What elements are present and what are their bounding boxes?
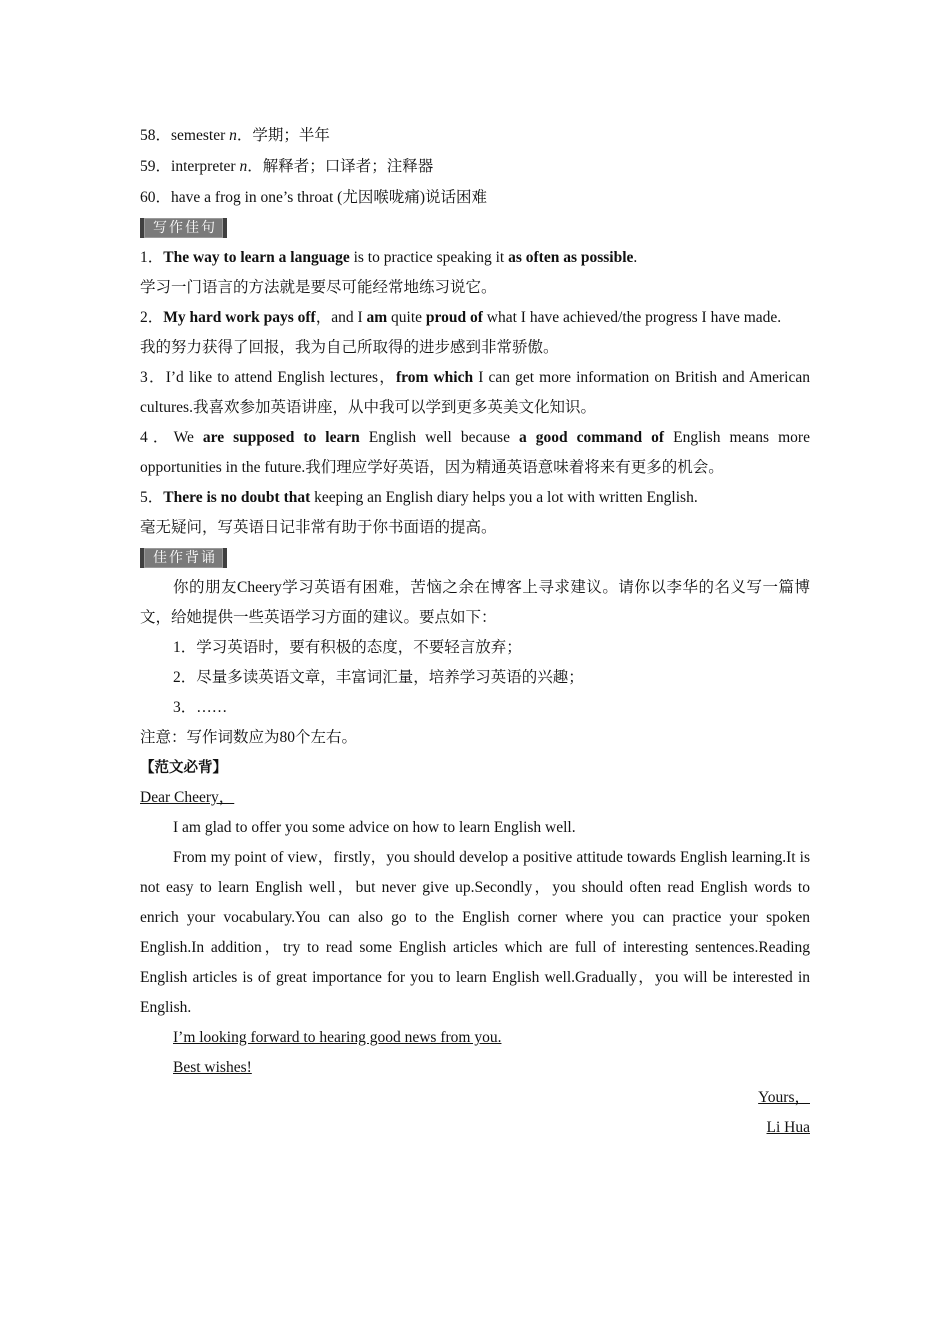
vocab-item-58 (140, 120, 810, 151)
document-page (140, 120, 810, 1143)
sentence-2 (140, 303, 810, 333)
bold-phrase: My hard work pays off (163, 309, 316, 326)
sentence-text: keeping an English diary helps you a lot with written English. (310, 489, 698, 506)
essay-signature-name: Li Hua (766, 1119, 810, 1136)
sentence-number: 1． (140, 249, 164, 266)
bold-phrase: from which (395, 369, 474, 386)
sentence-text: English well because (359, 429, 519, 446)
bold-phrase: a good command of (518, 429, 665, 446)
sentence-text: is to practice speaking it (349, 249, 509, 266)
sentence-1-translation: 学习一门语言的方法就是要尽可能经常地练习说它。 (140, 279, 497, 296)
sentence-text: quite (387, 309, 426, 326)
vocab-item-60 (140, 182, 810, 213)
sentence-number: 3． (140, 369, 166, 386)
sentence-5-translation: 毫无疑问，写英语日记非常有助于你书面语的提高。 (140, 519, 497, 536)
sentence-text: We (173, 429, 203, 446)
sentence-text: . (633, 249, 638, 266)
vocab-number: 58． (140, 127, 172, 144)
sentence-2-translation: 我的努力获得了回报，我为自己所取得的进步感到非常骄傲。 (140, 339, 559, 356)
sentence-5 (140, 483, 810, 513)
sentence-number: 5． (140, 489, 164, 506)
task-point-3: 3．…… (173, 699, 228, 716)
task-intro: 你的朋友Cheery学习英语有困难，苦恼之余在博客上寻求建议。请你以李华的名义写一篇博文，给她提供一些英语学习方面的建议。要点如下： (140, 579, 810, 626)
bold-phrase: The way to learn a language (163, 249, 350, 266)
vocab-word: have a frog in one’s throat (尤因喉咙痛)说话困难 (171, 189, 487, 206)
vocab-meaning: ．学期；半年 (236, 127, 330, 144)
vocab-pos: n (239, 158, 248, 175)
essay-greeting: Dear Cheery， (140, 789, 235, 806)
vocab-word: interpreter (171, 158, 240, 175)
essay-wishes: Best wishes! (173, 1059, 252, 1076)
sentence-number: 4． (140, 429, 174, 446)
essay-title: 【范文必背】 (140, 760, 227, 776)
section-tag-recitation: 佳作背诵 (140, 548, 227, 568)
vocab-pos: n (229, 127, 237, 144)
task-point-2: 2．尽量多读英语文章，丰富词汇量，培养学习英语的兴趣； (173, 669, 584, 686)
vocab-item-59 (140, 151, 810, 182)
bold-phrase: am (366, 309, 388, 326)
sentence-number: 2． (140, 309, 164, 326)
essay-paragraph-2: From my point of view，firstly，you should develop a positive attitude towards English learning.It is not easy to learn English well，but never give up.Secondly，you should often read English words to enrich your vocabulary.You can also go to the English corner where you can practice your spoken English.In addition，try to read some English articles which are full of interesting sentences.Reading English articles is of great importance for you to learn English well.Gradually，you will be interested in English. (140, 849, 810, 1016)
vocab-number: 59． (140, 158, 172, 175)
sentence-text: I can get more information on British and American cultures.我喜欢参加英语讲座，从中我可以学到更多英美文化知识。 (140, 369, 810, 416)
bold-phrase: There is no doubt that (163, 489, 311, 506)
vocab-number: 60． (140, 189, 172, 206)
sentence-text: ，and I (315, 309, 367, 326)
bold-phrase: are supposed to learn (202, 429, 360, 446)
bold-phrase: as often as possible (508, 249, 634, 266)
bold-phrase: proud of (425, 309, 483, 326)
essay-signoff: Yours， (758, 1089, 810, 1106)
essay-closing: I’m looking forward to hearing good news from you. (173, 1029, 502, 1046)
sentence-1 (140, 243, 810, 273)
section-tag-writing-sentences: 写作佳句 (140, 218, 227, 238)
vocab-word: semester (171, 127, 230, 144)
task-point-1: 1．学习英语时，要有积极的态度，不要轻言放弃； (173, 639, 522, 656)
sentence-3 (140, 363, 810, 423)
sentence-4 (140, 423, 810, 483)
vocab-meaning: ．解释者；口译者；注释器 (247, 158, 434, 175)
task-note: 注意：写作词数应为80个左右。 (140, 729, 358, 746)
sentence-text: what I have achieved/the progress I have made. (482, 309, 782, 326)
essay-paragraph-1: I am glad to offer you some advice on how to learn English well. (173, 819, 576, 836)
sentence-text: I’d like to attend English lectures， (165, 369, 396, 386)
sentence-text: English means more opportunities in the future.我们理应学好英语，因为精通英语意味着将来有更多的机会。 (140, 429, 810, 476)
